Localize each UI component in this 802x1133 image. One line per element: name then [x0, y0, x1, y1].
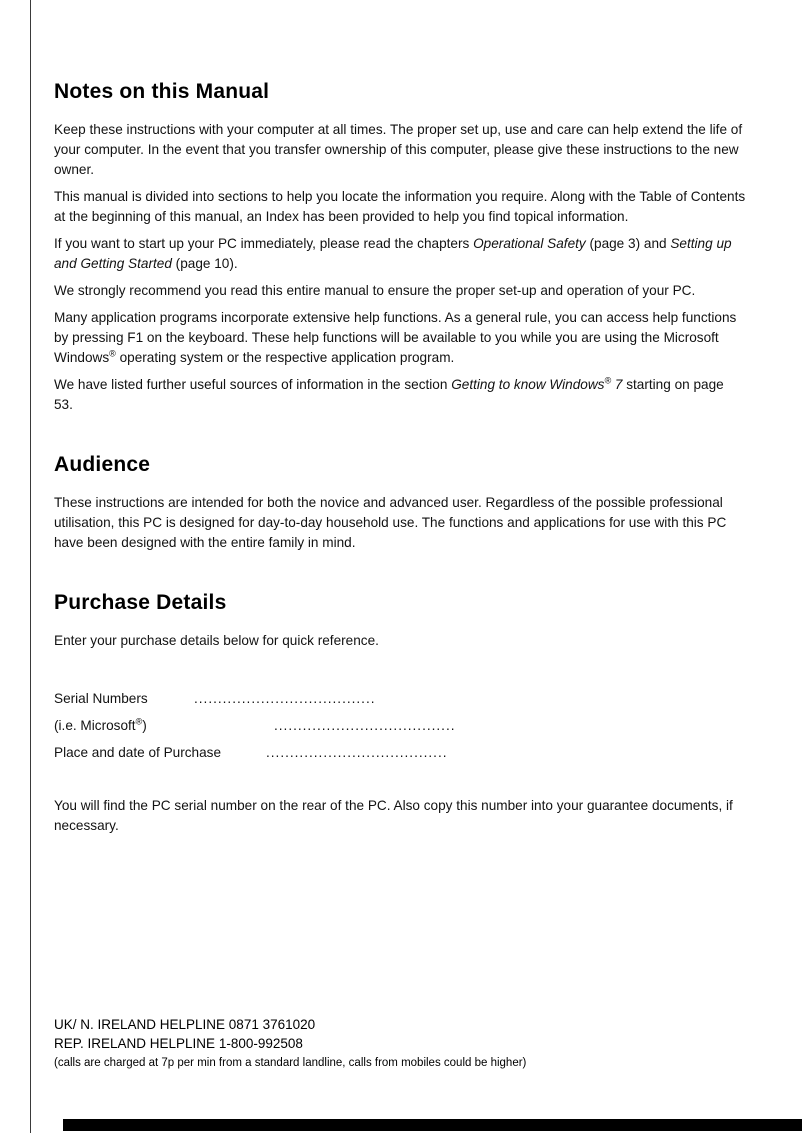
paragraph-serial-number-note: You will find the PC serial number on the rear of the PC. Also copy this number into your guarantee documents, if necessary. — [54, 798, 733, 833]
section-heading-notes-on-this-manual: Notes on this Manual — [54, 80, 270, 103]
purchase-details-rows — [54, 685, 746, 766]
paragraph-manual-sections: This manual is divided into sections to help you locate the information you require. Along with the Table of Contents at the beginning of this manual, an Index has been provided to help you find topical information. — [54, 189, 746, 224]
purchase-label-place-date: Place and date of Purchase — [54, 745, 222, 760]
helpline-uk-line: UK/ N. IRELAND HELPLINE 0871 3761020 — [54, 1017, 316, 1032]
purchase-row-serial-numbers — [54, 685, 746, 712]
purchase-row-microsoft — [54, 712, 746, 739]
paragraph-further-sources: We have listed further useful sources of information in the section Getting to know Windows® 7 starting on page 53. — [54, 375, 724, 412]
page-left-border-line — [30, 0, 31, 1133]
page-content — [54, 0, 746, 843]
dotted-fill-in-line: ...................................... — [274, 718, 456, 733]
helpline-ireland-line: REP. IRELAND HELPLINE 1-800-992508 — [54, 1036, 303, 1051]
paragraph-purchase-intro: Enter your purchase details below for quick reference. — [54, 633, 379, 648]
helpline-footer — [54, 1015, 754, 1072]
paragraph-start-up-immediately: If you want to start up your PC immediately, please read the chapters Operational Safety (page 3) and Setting up and Getting Started (page 10). — [54, 236, 732, 271]
purchase-label-serial-numbers: Serial Numbers — [54, 691, 148, 706]
purchase-row-place-date — [54, 739, 746, 766]
paragraph-keep-instructions: Keep these instructions with your computer at all times. The proper set up, use and care can help extend the life of your computer. In the event that you transfer ownership of this computer, please give these instructions to the new owner. — [54, 122, 743, 177]
dotted-fill-in-line: ...................................... — [266, 745, 448, 760]
paragraph-strongly-recommend: We strongly recommend you read this entire manual to ensure the proper set-up and operation of your PC. — [54, 283, 696, 298]
helpline-charges-note: (calls are charged at 7p per min from a standard landline, calls from mobiles could be higher) — [54, 1057, 527, 1069]
paragraph-audience: These instructions are intended for both the novice and advanced user. Regardless of the possible professional utilisation, this PC is designed for day-to-day household use. The functions and applications for use with this PC have been designed with the entire family in mind. — [54, 495, 727, 550]
paragraph-help-functions: Many application programs incorporate extensive help functions. As a general rule, you can access help functions by pressing F1 on the keyboard. These help functions will be available to you while you are using the Microsoft Windows® operating system or the respective application program. — [54, 310, 737, 365]
section-heading-purchase-details: Purchase Details — [54, 591, 227, 614]
dotted-fill-in-line: ...................................... — [194, 691, 376, 706]
purchase-label-microsoft: (i.e. Microsoft®) — [54, 716, 147, 733]
page-bottom-bar — [63, 1119, 802, 1131]
section-heading-audience: Audience — [54, 453, 151, 476]
